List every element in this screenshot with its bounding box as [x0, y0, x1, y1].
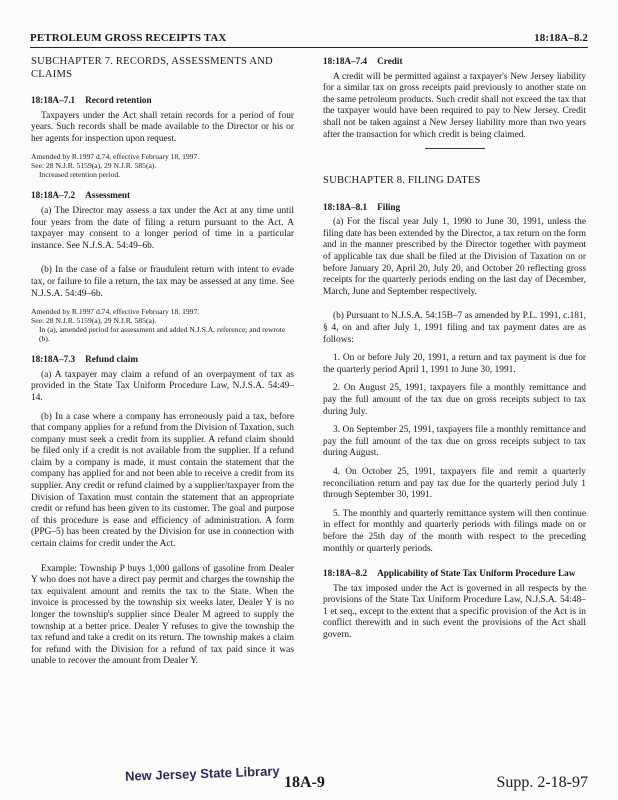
section-number: 18:18A–8.2: [323, 568, 368, 579]
section-number: 18:18A–8.1: [323, 201, 368, 212]
amendment-line: Amended by R.1997 d.74, effective February 18, 1997.: [31, 307, 200, 317]
section-number: 18:18A–7.3: [31, 354, 76, 365]
section-heading-8-1: [323, 202, 586, 214]
section-number: 18:18A–7.4: [323, 56, 368, 66]
section-title: Applicability of State Tax Uniform Procedure Law: [377, 568, 576, 579]
section-title: Filing: [377, 201, 401, 212]
subchapter-7-title: SUBCHAPTER 7. RECORDS, ASSESSMENTS AND CLAIMS: [31, 56, 273, 80]
paragraph: (a) A taxpayer may claim a refund of an overpayment of tax as provided in the State Tax Uniform Procedure Law, N.J.S.A. 54:49–14.: [31, 369, 294, 403]
header-title: PETROLEUM GROSS RECEIPTS TAX: [30, 32, 227, 44]
supplement-date: Supp. 2-18-97: [496, 774, 588, 791]
amendment-note: [31, 307, 294, 343]
section-title: Record retention: [85, 95, 152, 105]
amendment-note: [31, 152, 294, 179]
section-title: Assessment: [85, 190, 131, 201]
list-item: 2. On August 25, 1991, taxpayers file a monthly remittance and pay the full amount of the tax due on gross receipts subject to tax during July.: [323, 383, 586, 417]
section-title: Refund claim: [85, 354, 138, 365]
subchapter-8-title: SUBCHAPTER 8. FILING DATES: [323, 175, 481, 187]
section-heading-7-4: [323, 56, 586, 68]
paragraph: (a) For the fiscal year July 1, 1990 to June 30, 1991, unless the filing date has been extended by the Director, a tax return on the form and in the manner prescribed by the Director together with payment of applicable tax due shall be filed at the Division of Taxation on or before January 20, April 20, July 20, and October 20 reflecting gross receipts for the quarterly periods ending on the last day of December, March, June and September respectively.: [323, 217, 586, 297]
amendment-line: See: 28 N.J.R. 5159(a), 29 N.J.R. 585(a).: [31, 161, 157, 171]
list-item: 1. On or before July 20, 1991, a return and tax payment is due for the quarterly period April 1, 1991 to June 30, 1991.: [323, 353, 586, 375]
amendment-line: See: 28 N.J.R. 5159(a), 29 N.J.R. 585(a).: [31, 316, 157, 326]
header-section-number: 18:18A–8.2: [534, 32, 588, 44]
list-item: 5. The monthly and quarterly remittance system will then continue in effect for monthly and quarterly periods with filings made on or before the 25th day of the month with respect to the preceding monthly or quarterly periods.: [323, 508, 586, 554]
paragraph: Taxpayers under the Act shall retain records for a period of four years. Such records shall be made available to the Director or his or her agents for inspection upon request.: [31, 110, 294, 144]
section-number: 18:18A–7.1: [31, 95, 76, 105]
section-heading-7-2: [31, 190, 294, 202]
amendment-line: Increased retention period.: [39, 170, 121, 180]
paragraph: (b) Pursuant to N.J.S.A. 54:15B–7 as amended by P.L. 1991, c.181, § 4, on and after July 1, 1991 filing and tax payment dates are as follows:: [323, 311, 586, 345]
paragraph: A credit will be permitted against a taxpayer's New Jersey liability for a similar tax on gross receipts paid previously to another state on the same petroleum products. Such credit shall not exceed the tax that the taxpayer would have been required to pay to New Jersey. Credit shall not be taken against a New Jersey liability more than two years after the transaction for which credit is being claimed.: [323, 71, 586, 140]
paragraph: (b) In a case where a company has erroneously paid a tax, before that company applies for a refund from the Division of Taxation, such company must seek a credit from its supplier. A refund claim should be filed only if a credit is not available from the supplier. If a refund claim by a company is made, it must contain the statement that the company has applied for and not been able to receive a credit from its supplier. Any credit or refund claimed by a supplier/taxpayer from the Division of Taxation must contain the statement that an appropriate credit or refund has been given to its customer. The goal and purpose of this procedure is ease and efficiency of administration. A form (PPG–5) has been created by the Division for use in connection with certain claims for credit under the Act.: [31, 411, 294, 550]
amendment-line: Amended by R.1997 d.74, effective February 18, 1997.: [31, 152, 200, 162]
list-item: 4. On October 25, 1991, taxpayers file and remit a quarterly reconciliation return and pay tax due for the quarterly period July 1 through September 30, 1991.: [323, 466, 586, 501]
section-number: 18:18A–7.2: [31, 190, 76, 201]
section-title: Credit: [377, 56, 403, 66]
right-column: [323, 56, 586, 649]
section-heading-8-2: [323, 568, 586, 580]
section-heading-7-1: [31, 95, 294, 107]
amendment-line: In (a), amended period for assessment and added N.J.S.A. reference; and rewrote (b).: [39, 325, 286, 344]
left-column: [31, 56, 294, 675]
paragraph: (b) In the case of a false or fraudulent return with intent to evade tax, or failure to file a return, the tax may be assessed at any time. See N.J.S.A. 54:49–6b.: [31, 265, 294, 299]
running-header: [30, 32, 588, 48]
library-stamp: New Jersey State Library: [124, 763, 280, 784]
paragraph: The tax imposed under the Act is governed in all respects by the provisions of the State Tax Uniform Procedure Law, N.J.S.A. 54:48–1 et seq., except to the extent that a specific provision of the Act is in conflict therewith and in such event the provisions of the Act shall govern.: [323, 583, 586, 641]
section-heading-7-3: [31, 354, 294, 366]
paragraph: (a) The Director may assess a tax under the Act at any time until four years from the date of filing a return pursuant to the Act. A taxpayer may consent to a longer period of time in a particular instance. See N.J.S.A. 54:49–6b.: [31, 205, 294, 251]
list-item: 3. On September 25, 1991, taxpayers file a monthly remittance and pay the full amount of the tax due on gross receipts subject to tax during August.: [323, 425, 586, 459]
page-number: 18A-9: [284, 774, 325, 791]
example-paragraph: Example: Township P buys 1,000 gallons of gasoline from Dealer Y who does not have a direct pay permit and charges the township the tax equivalent amount and remits the tax to the State. When the invoice is processed by the township six weeks later, Dealer Y is no longer the township's supplier since Dealer M agreed to supply the township at a better price. Dealer Y refuses to give the township the tax refund and take a credit on its return. The township makes a claim for refund with the Division for a refund of tax paid since it was unable to recover the amount from Dealer Y.: [31, 563, 294, 667]
